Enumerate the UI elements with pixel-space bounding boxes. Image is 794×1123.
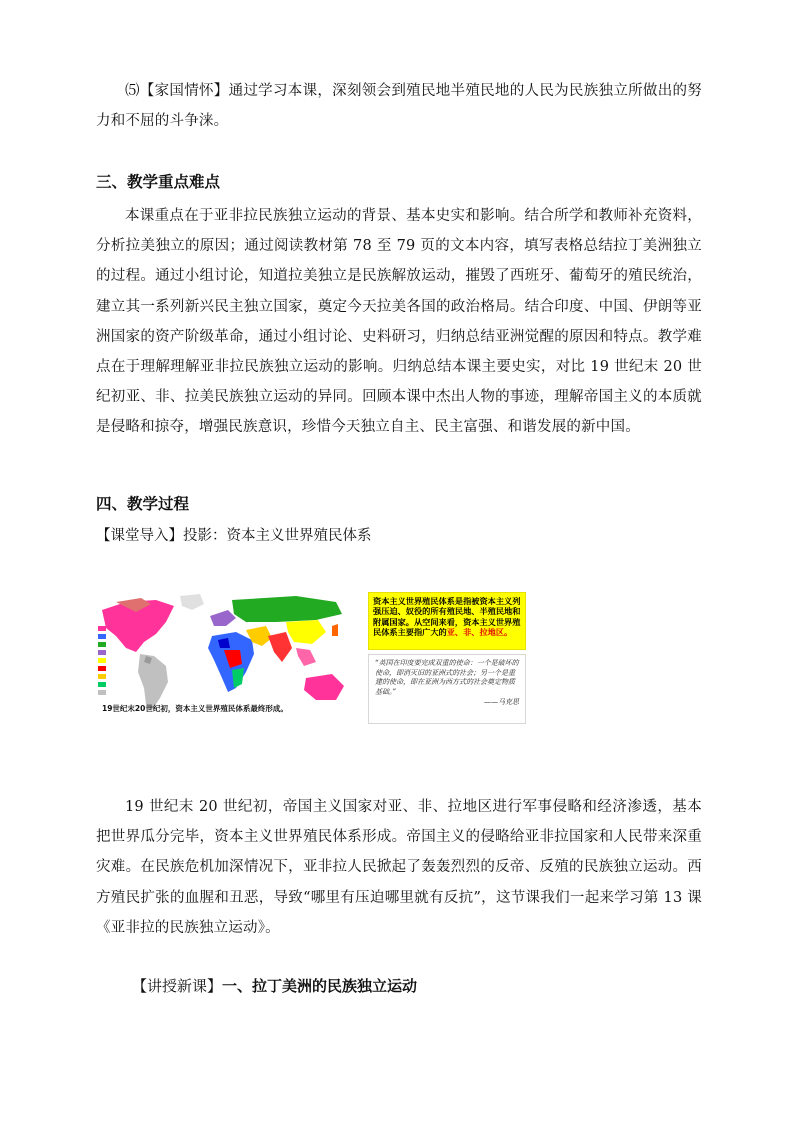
- colonial-system-definition-figure: [368, 592, 528, 726]
- map-caption: 19世纪末20世纪初，资本主义世界殖民体系最终形成。: [102, 704, 288, 713]
- intro-line: 【课堂导入】投影：资本主义世界殖民体系: [96, 528, 372, 544]
- definition-box: [368, 592, 526, 650]
- section-4-heading: 四、教学过程: [96, 495, 190, 513]
- definition-text: 资本主义世界殖民体系是指被资本主义列强压迫、奴役的所有殖民地、半殖民地和附属国家。从空间来看，资本主义世界殖民体系主要指广大的: [373, 596, 521, 638]
- map-legend: [98, 626, 106, 695]
- goal-5-paragraph: ⑸【家国情怀】通过学习本课，深刻领会到殖民地半殖民地的人民为民族独立所做出的努力和不屈的斗争涞。: [96, 83, 702, 130]
- section-3-heading: 三、教学重点难点: [96, 173, 221, 191]
- colonial-world-map-figure: [96, 592, 354, 720]
- intro-paragraph: 19 世纪末 20 世纪初，帝国主义国家对亚、非、拉地区进行军事侵略和经济渗透，基本把世界瓜分完毕，资本主义世界殖民体系形成。帝国主义的侵略给亚非拉国家和人民带来深重灾难。在民族危机加深情况下，亚非拉人民掀起了轰轰烈烈的反帝、反殖的民族独立运动。西方殖民扩张的血腥和丑恶，导致“哪里有压迫哪里就有反抗”，这节课我们一起来学习第 13 课《亚非拉的民族独立运动》。: [96, 799, 702, 936]
- world-map-image: [96, 592, 354, 720]
- marx-quote-text: “英国在印度要完成双重的使命：一个是破坏的使命，即消灭旧的亚洲式的社会；另一个是重建的使命，即在亚洲为西方式的社会奠定物质基础。”: [375, 659, 519, 696]
- new-lesson-title: 一、拉丁美洲的民族独立运动: [222, 977, 418, 995]
- section-3-body: 本课重点在于亚非拉民族独立运动的背景、基本史实和影响。结合所学和教师补充资料，分析拉美独立的原因；通过阅读教材第 78 至 79 页的文本内容，填写表格总结拉丁美洲独立的过程。通过小组讨论，知道拉美独立是民族解放运动，摧毁了西班牙、葡萄牙的殖民统治，建立其一系列新兴民主独立国家，奠定今天拉美各国的政治格局。结合印度、中国、伊朗等亚洲国家的资产阶级革命，通过小组讨论、史料研习，归纳总结亚洲觉醒的原因和特点。教学难点在于理解理解亚非拉民族独立运动的影响。归纳总结本课主要史实，对比 19 世纪末 20 世纪初亚、非、拉美民族独立运动的异同。回顾本课中杰出人物的事迹，理解帝国主义的本质就是侵略和掠夺，增强民族意识，珍惜今天独立自主、民主富强、和谐发展的新中国。: [96, 208, 702, 436]
- marx-quote-box: [368, 654, 526, 724]
- marx-quote-author: ——马克思: [484, 698, 519, 706]
- definition-highlight: 亚、非、拉地区。: [446, 627, 513, 638]
- new-lesson-heading: [132, 975, 417, 996]
- new-lesson-label: 【讲授新课】: [132, 977, 223, 995]
